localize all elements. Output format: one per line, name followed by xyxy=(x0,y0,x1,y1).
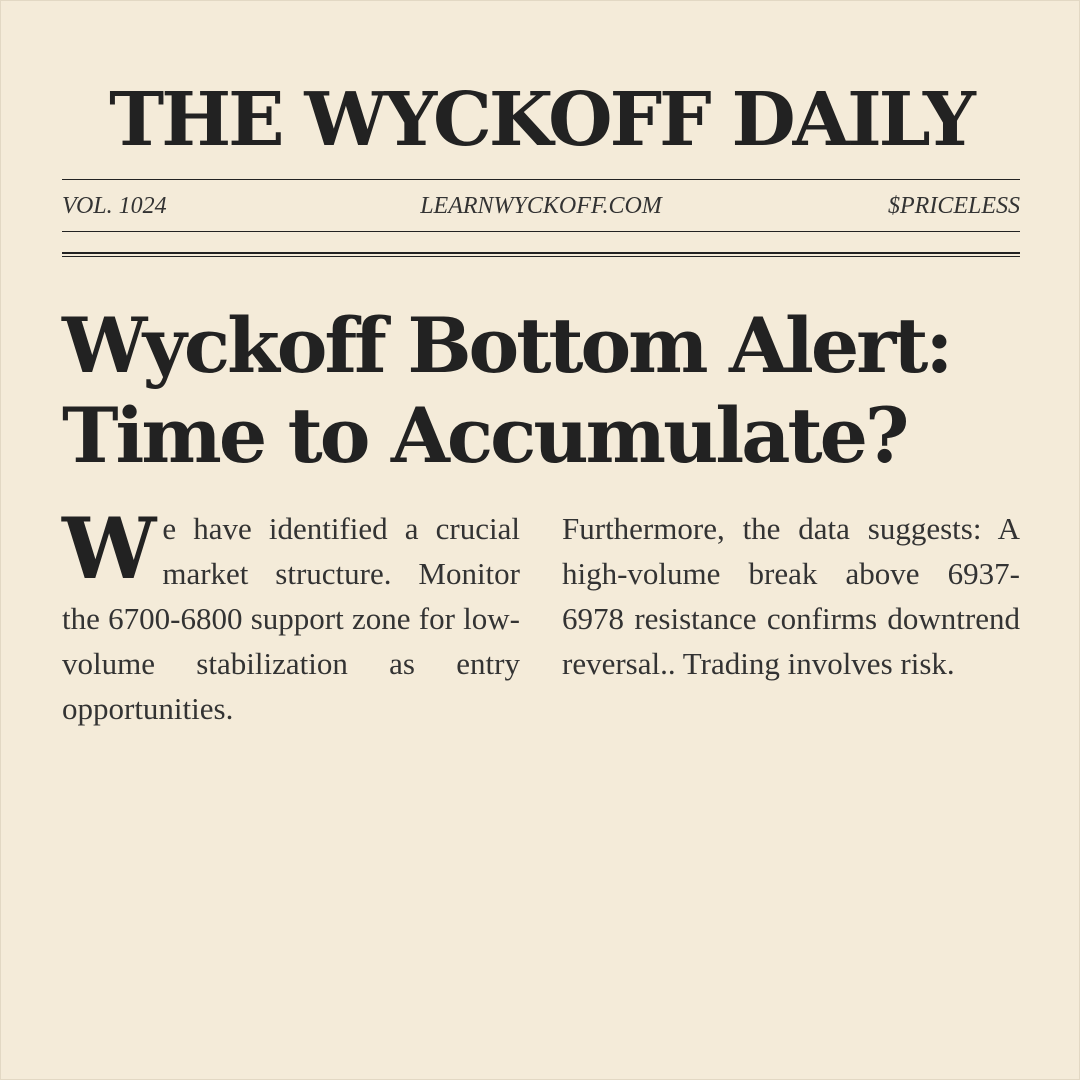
article-column-right xyxy=(562,506,1020,686)
price-label: $PRICELESS xyxy=(888,193,1020,219)
article-column-left xyxy=(62,499,520,731)
middle-rule xyxy=(62,231,1020,232)
headline-line-1: Wyckoff Bottom Alert: xyxy=(62,301,951,390)
double-rule-top xyxy=(62,252,1020,254)
website-url: LEARNWYCKOFF.COM xyxy=(420,193,662,219)
headline-line-2: Time to Accumulate? xyxy=(62,391,907,480)
top-rule xyxy=(62,179,1020,180)
drop-cap: W xyxy=(62,499,157,598)
column-right-text: Furthermore, the data suggests: A high-volume break above 6937-6978 resistance confirms downtrend reversal.. Trading involves risk. xyxy=(562,511,1020,681)
info-bar xyxy=(62,189,1020,223)
volume-number: VOL. 1024 xyxy=(62,193,167,219)
article-headline xyxy=(62,301,1052,481)
column-left-text: e have identified a crucial market structure. Monitor the 6700-6800 support zone for low-volume stabilization as entry opportunities. xyxy=(62,511,520,726)
masthead-title: THE WYCKOFF DAILY xyxy=(109,77,973,163)
double-rule-bottom xyxy=(62,256,1020,257)
